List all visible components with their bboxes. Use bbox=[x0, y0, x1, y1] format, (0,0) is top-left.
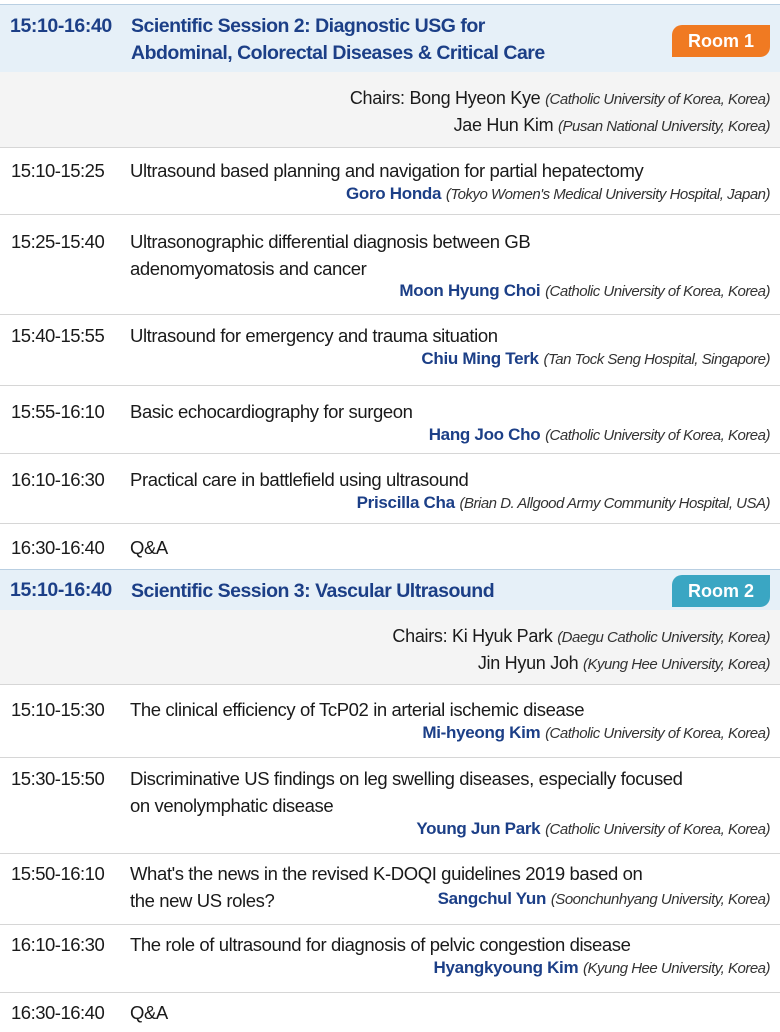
talk-time: 15:40-15:55 bbox=[11, 325, 105, 346]
session2-header bbox=[0, 4, 780, 73]
talk-speaker bbox=[422, 723, 770, 743]
talk-title: Practical care in battlefield using ultrasound bbox=[130, 469, 469, 490]
talk-title: Ultrasonographic differential diagnosis between GB adenomyomatosis and cancer bbox=[130, 231, 531, 279]
talk-title: What's the news in the revised K-DOQI guidelines 2019 based on the new US roles? bbox=[130, 863, 643, 911]
talk-speaker bbox=[434, 958, 770, 978]
talk-speaker bbox=[429, 425, 770, 445]
speaker-name: Priscilla Cha bbox=[356, 493, 455, 512]
talk-speaker bbox=[421, 349, 770, 369]
speaker-name: Hang Joo Cho bbox=[428, 425, 541, 444]
qa-time: 16:30-16:40 bbox=[11, 537, 105, 558]
talk-speaker bbox=[416, 819, 770, 839]
speaker-affiliation: (Catholic University of Korea, Korea) bbox=[545, 821, 770, 838]
talk-time: 15:25-15:40 bbox=[11, 231, 105, 252]
chair-name: Bong Hyeon Kye bbox=[409, 88, 541, 108]
chair-affiliation: (Catholic University of Korea, Korea) bbox=[545, 91, 770, 108]
speaker-affiliation: (Brian D. Allgood Army Community Hospital, USA) bbox=[459, 495, 770, 512]
chair-name: Jae Hun Kim bbox=[453, 115, 554, 135]
speaker-affiliation: (Soonchunhyang University, Korea) bbox=[550, 891, 770, 908]
talk-row bbox=[0, 685, 780, 758]
session3-time: 15:10-16:40 bbox=[10, 579, 112, 601]
qa-row bbox=[0, 524, 780, 568]
speaker-name: Mi-hyeong Kim bbox=[422, 723, 541, 742]
talk-row bbox=[0, 386, 780, 454]
talk-time: 15:55-16:10 bbox=[11, 401, 105, 422]
speaker-affiliation: (Catholic University of Korea, Korea) bbox=[545, 283, 770, 300]
talk-title: The clinical efficiency of TcP02 in arterial ischemic disease bbox=[130, 699, 585, 720]
qa-row bbox=[0, 993, 780, 1032]
talk-title: Basic echocardiography for surgeon bbox=[130, 401, 413, 422]
session2-title bbox=[131, 13, 545, 67]
talk-time: 16:10-16:30 bbox=[11, 469, 105, 490]
room-badge: Room 2 bbox=[672, 575, 770, 607]
speaker-name: Hyangkyoung Kim bbox=[433, 958, 579, 977]
chair-name: Ki Hyuk Park bbox=[452, 626, 553, 646]
chair-line bbox=[454, 115, 770, 136]
chair-name: Jin Hyun Joh bbox=[477, 653, 579, 673]
talk-title: The role of ultrasound for diagnosis of pelvic congestion disease bbox=[130, 934, 631, 955]
qa-title: Q&A bbox=[130, 537, 168, 558]
talk-row bbox=[0, 854, 780, 925]
talk-title: Ultrasound for emergency and trauma situation bbox=[130, 325, 498, 346]
speaker-affiliation: (Tan Tock Seng Hospital, Singapore) bbox=[543, 351, 770, 368]
speaker-affiliation: (Kyung Hee University, Korea) bbox=[583, 960, 770, 977]
speaker-name: Moon Hyung Choi bbox=[399, 281, 541, 300]
speaker-affiliation: (Catholic University of Korea, Korea) bbox=[545, 725, 770, 742]
chairs-prefix: Chairs: bbox=[349, 88, 410, 108]
talk-speaker bbox=[438, 889, 770, 909]
talk-title: Discriminative US findings on leg swelling diseases, especially focused on venolymphatic disease bbox=[130, 768, 683, 816]
session2-chairs bbox=[0, 72, 780, 148]
talk-speaker bbox=[357, 493, 770, 513]
qa-title: Q&A bbox=[130, 1002, 168, 1023]
talk-time: 15:10-15:25 bbox=[11, 160, 105, 181]
speaker-name: Sangchul Yun bbox=[437, 889, 547, 908]
talk-row bbox=[0, 148, 780, 215]
session3-chairs bbox=[0, 610, 780, 685]
talk-speaker bbox=[399, 281, 770, 301]
speaker-affiliation: (Catholic University of Korea, Korea) bbox=[545, 427, 770, 444]
speaker-name: Goro Honda bbox=[345, 184, 442, 203]
chairs-prefix: Chairs: bbox=[392, 626, 453, 646]
chair-affiliation: (Kyung Hee University, Korea) bbox=[583, 656, 770, 673]
talk-row bbox=[0, 454, 780, 524]
room-badge: Room 1 bbox=[672, 25, 770, 57]
chair-line bbox=[350, 88, 770, 109]
talk-title: Ultrasound based planning and navigation for partial hepatectomy bbox=[130, 160, 644, 181]
speaker-name: Chiu Ming Terk bbox=[421, 349, 539, 368]
qa-time: 16:30-16:40 bbox=[11, 1002, 105, 1023]
talk-speaker bbox=[346, 184, 770, 204]
speaker-name: Young Jun Park bbox=[416, 819, 541, 838]
chair-affiliation: (Pusan National University, Korea) bbox=[558, 118, 770, 135]
talk-time: 15:30-15:50 bbox=[11, 768, 105, 789]
session3-title: Scientific Session 3: Vascular Ultrasound bbox=[131, 580, 495, 602]
talk-row bbox=[0, 315, 780, 386]
speaker-affiliation: (Tokyo Women's Medical University Hospital, Japan) bbox=[445, 186, 770, 203]
session2-time: 15:10-16:40 bbox=[10, 15, 112, 37]
session3-header bbox=[0, 569, 780, 611]
chair-line bbox=[392, 626, 770, 647]
chair-line bbox=[478, 653, 770, 674]
talk-row bbox=[0, 758, 780, 854]
talk-row bbox=[0, 215, 780, 315]
chair-affiliation: (Daegu Catholic University, Korea) bbox=[557, 629, 770, 646]
talk-time: 16:10-16:30 bbox=[11, 934, 105, 955]
session2-title-line1: Scientific Session 2: Diagnostic USG for bbox=[131, 15, 485, 37]
talk-row bbox=[0, 925, 780, 993]
talk-time: 15:50-16:10 bbox=[11, 863, 105, 884]
talk-time: 15:10-15:30 bbox=[11, 699, 105, 720]
session2-title-line2: Abdominal, Colorectal Diseases & Critical Care bbox=[131, 42, 545, 64]
